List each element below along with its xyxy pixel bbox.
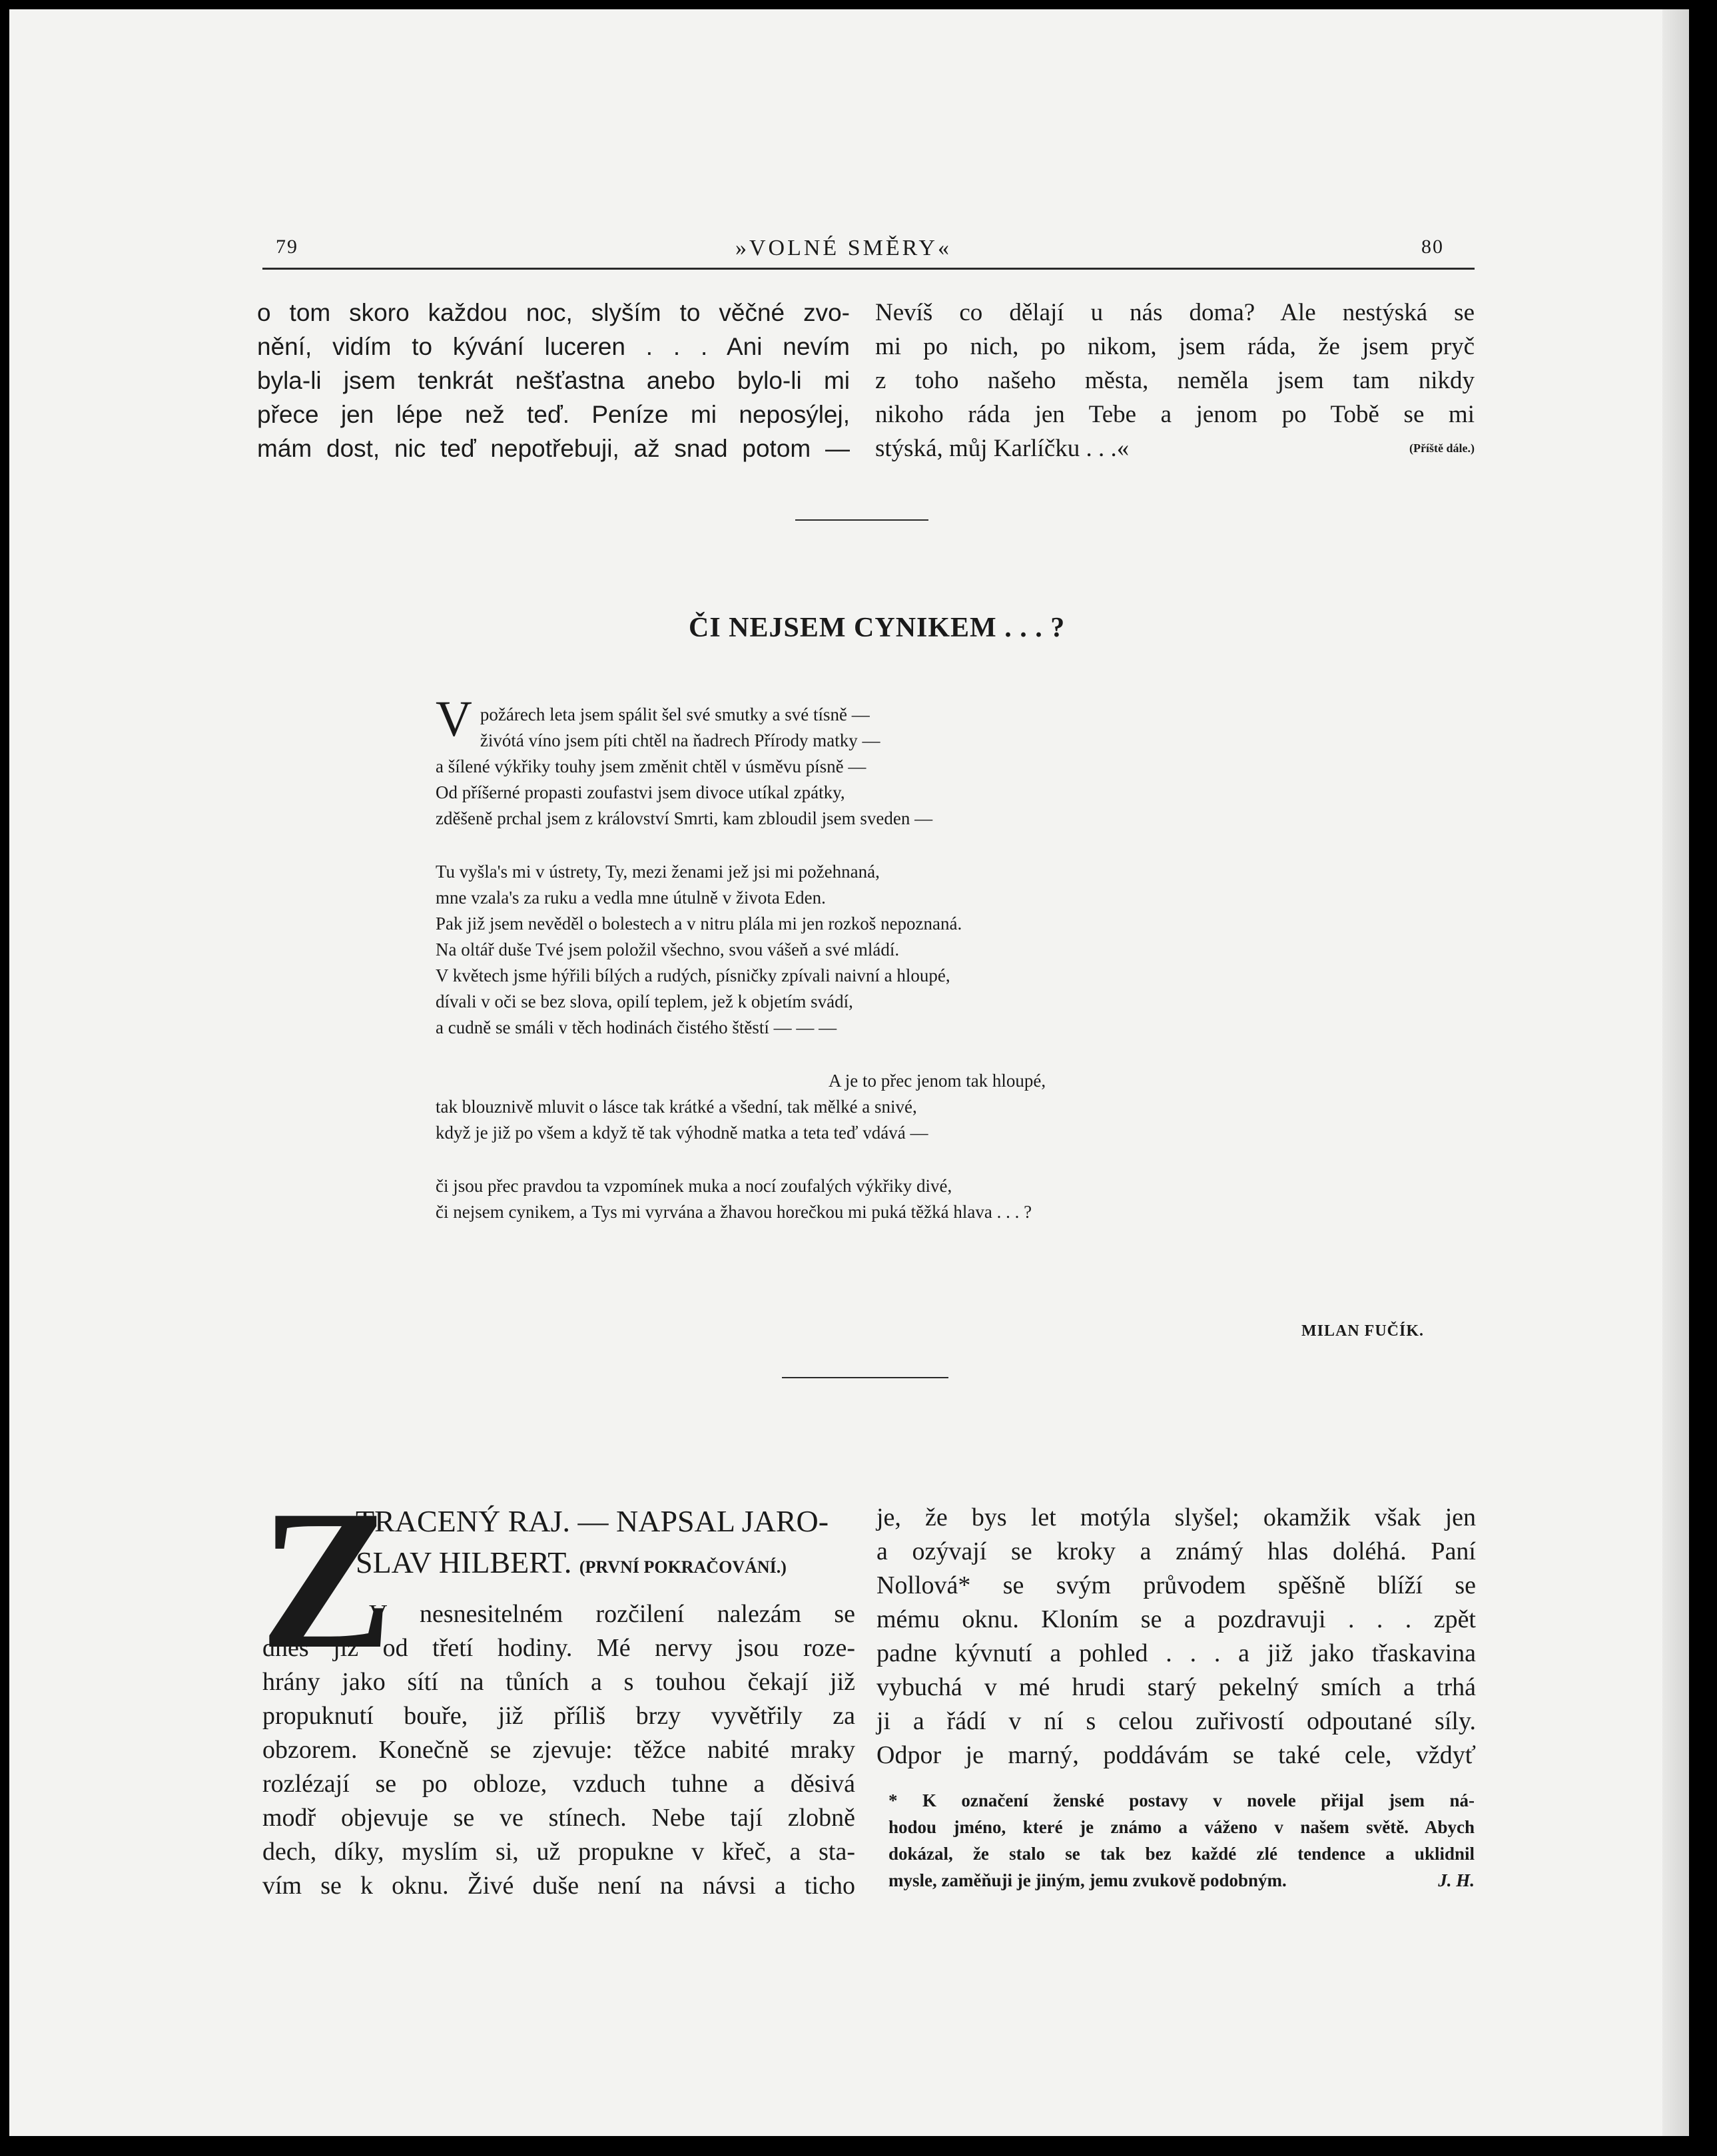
text-line: nikoho ráda jen Tebe a jenom po Tobě se mi (875, 401, 1475, 428)
poem-line: zděšeně prchal jsem z království Smrti, kam zbloudil jsem sveden — (436, 808, 933, 828)
header-rule (262, 268, 1475, 270)
poem-line: Pak již jsem nevěděl o bolestech a v nitru plála mi jen rozkoš nepoznaná. (436, 914, 962, 934)
article-heading-line: TRACENÝ RAJ. — NAPSAL JARO- (356, 1504, 829, 1538)
text-line: a ozývají se kroky a známý hlas doléhá. Paní (876, 1537, 1476, 1565)
page-number-right: 80 (1421, 236, 1444, 258)
text-line: mám dost, nic teď nepotřebuji, až snad potom — (257, 435, 850, 462)
text-line: vím se k oknu. Živé duše není na návsi a ticho (262, 1872, 855, 1900)
poem-line: a šílené výkřiky touhy jsem změnit chtěl v úsměvu písně — (436, 756, 866, 776)
footnote-line: mysle, zaměňuji je jiným, jemu zvukově podobným. (888, 1870, 1287, 1890)
footnote-line: dokázal, že stalo se tak bez každé zlé tendence a uklidnil (888, 1844, 1475, 1864)
prev-story-right-column (875, 296, 1475, 465)
text-line: dech, díky, myslím si, už propukne v křeč, a sta- (262, 1838, 855, 1866)
poem-line: V květech jsme hýřili bílých a rudých, písničky zpívali naivní a hloupé, (436, 965, 950, 985)
page-edge-shadow (1662, 9, 1689, 2136)
prev-story-left-column (257, 296, 850, 465)
poem-line: když je již po všem a když tě tak výhodně matka a teta teď vdává — (436, 1123, 928, 1143)
poem-stanza (436, 691, 1046, 832)
article-heading-note: (PRVNÍ POKRAČOVÁNÍ.) (579, 1557, 787, 1577)
text-line: Nevíš co dělají u nás doma? Ale nestýská se (875, 299, 1475, 326)
article-first-line (356, 1597, 855, 1631)
article-heading (356, 1501, 829, 1588)
article-heading-author: SLAV HILBERT. (356, 1545, 572, 1579)
footnote-signature: J. H. (1438, 1870, 1475, 1890)
section-divider (795, 519, 928, 521)
text-line: vybuchá v mé hrudi starý pekelný smích a trhá (876, 1673, 1476, 1701)
article-heading-line2 (356, 1542, 829, 1588)
page (9, 9, 1689, 2136)
section-divider (782, 1377, 948, 1378)
poem-title: ČI NEJSEM CYNIKEM . . . ? (689, 613, 1066, 643)
text-line: z toho našeho města, neměla jsem tam nikdy (875, 367, 1475, 394)
poem-line: Od příšerné propasti zoufastvi jsem divoce utíkal zpátky, (436, 782, 845, 802)
poem-line: živótá víno jsem píti chtěl na ňadrech Přírody matky — (480, 730, 880, 750)
article-right-column (876, 1501, 1476, 1772)
text-line: přece jen lépe než teď. Peníze mi neposýlej, (257, 401, 850, 428)
poem-line: Tu vyšla's mi v ústrety, Ty, mezi ženami jež jsi mi požehnaná, (436, 862, 880, 882)
text-line: dnes již od třetí hodiny. Mé nervy jsou roze- (262, 1634, 855, 1662)
poem-line: či nejsem cynikem, a Tys mi vyrvána a žhavou horečkou mi puká těžká hlava . . . ? (436, 1202, 1032, 1222)
poem-line: či jsou přec pravdou ta vzpomínek muka a nocí zoufalých výkřiky divé, (436, 1176, 952, 1196)
text-line: stýská, můj Karlíčku . . .« (875, 435, 1130, 462)
text-line: Odpor je marný, poddávám se také cele, vždyť (876, 1741, 1476, 1769)
footnote-line: * K označení ženské postavy v novele přijal jsem ná- (888, 1790, 1475, 1810)
poem-line: tak blouznivě mluvit o lásce tak krátké a všední, tak mělké a snivé, (436, 1097, 917, 1117)
text-line-with-note (875, 431, 1475, 465)
continued-note: (Příště dále.) (1409, 441, 1475, 455)
text-line: je, že bys let motýla slyšel; okamžik však jen (876, 1503, 1476, 1531)
poem-stanza (436, 859, 1046, 1041)
text-line: mi po nich, po nikom, jsem ráda, že jsem pryč (875, 333, 1475, 360)
poem-author: MILAN FUČÍK. (1301, 1322, 1424, 1340)
footnote-line: hodou jméno, které je známo a váženo v našem světě. Abych (888, 1817, 1475, 1837)
text-line: mému oknu. Kloním se a pozdravuji . . . zpět (876, 1605, 1476, 1633)
running-title: »VOLNÉ SMĚRY« (735, 236, 952, 260)
text-line: V nesnesitelném rozčilení nalezám se (369, 1600, 855, 1628)
article-left-column (262, 1631, 855, 1903)
poem-body (436, 691, 1046, 1252)
poem-initial: V (436, 691, 472, 747)
poem-line: požárech leta jsem spálit šel své smutky a své tísně — (480, 704, 870, 724)
poem-line: A je to přec jenom tak hloupé, (829, 1071, 1046, 1091)
text-line: o tom skoro každou noc, slyším to věčné zvo- (257, 299, 850, 326)
text-line: obzorem. Konečně se zjevuje: těžce nabité mraky (262, 1736, 855, 1764)
poem-line: dívali v oči se bez slova, opilí teplem, jež k objetím svádí, (436, 991, 853, 1011)
text-line: Nollová* se svým průvodem spěšně blíží se (876, 1571, 1476, 1599)
poem-line: Na oltář duše Tvé jsem položil všechno, svou vášeň a své mládí. (436, 940, 900, 959)
text-line: nění, vidím to kývání luceren . . . Ani nevím (257, 333, 850, 360)
text-line: rozlézají se po obloze, vzduch tuhne a děsivá (262, 1770, 855, 1798)
poem-stanza (436, 1068, 1046, 1146)
page-number-left: 79 (276, 236, 298, 258)
text-line: ji a řádí v ní s celou zuřivostí odpoutané síly. (876, 1707, 1476, 1735)
text-line: modř objevuje se ve stínech. Nebe tají zlobně (262, 1804, 855, 1832)
text-line: hrány jako sítí na tůních a s touhou čekají již (262, 1668, 855, 1696)
footnote (888, 1787, 1475, 1894)
article-initial: Z (260, 1469, 394, 1690)
poem-stanza (436, 1173, 1046, 1225)
footnote-last-line (888, 1867, 1475, 1894)
poem-line: mne vzala's za ruku a vedla mne útulně v života Eden. (436, 888, 826, 908)
poem-line: a cudně se smáli v těch hodinách čistého štěstí — — — (436, 1017, 837, 1037)
text-line: byla-li jsem tenkrát nešťastna anebo bylo-li mi (257, 367, 850, 394)
text-line: propuknutí bouře, již příliš brzy vyvětřily za (262, 1702, 855, 1730)
text-line: padne kývnutí a pohled . . . a již jako třaskavina (876, 1639, 1476, 1667)
